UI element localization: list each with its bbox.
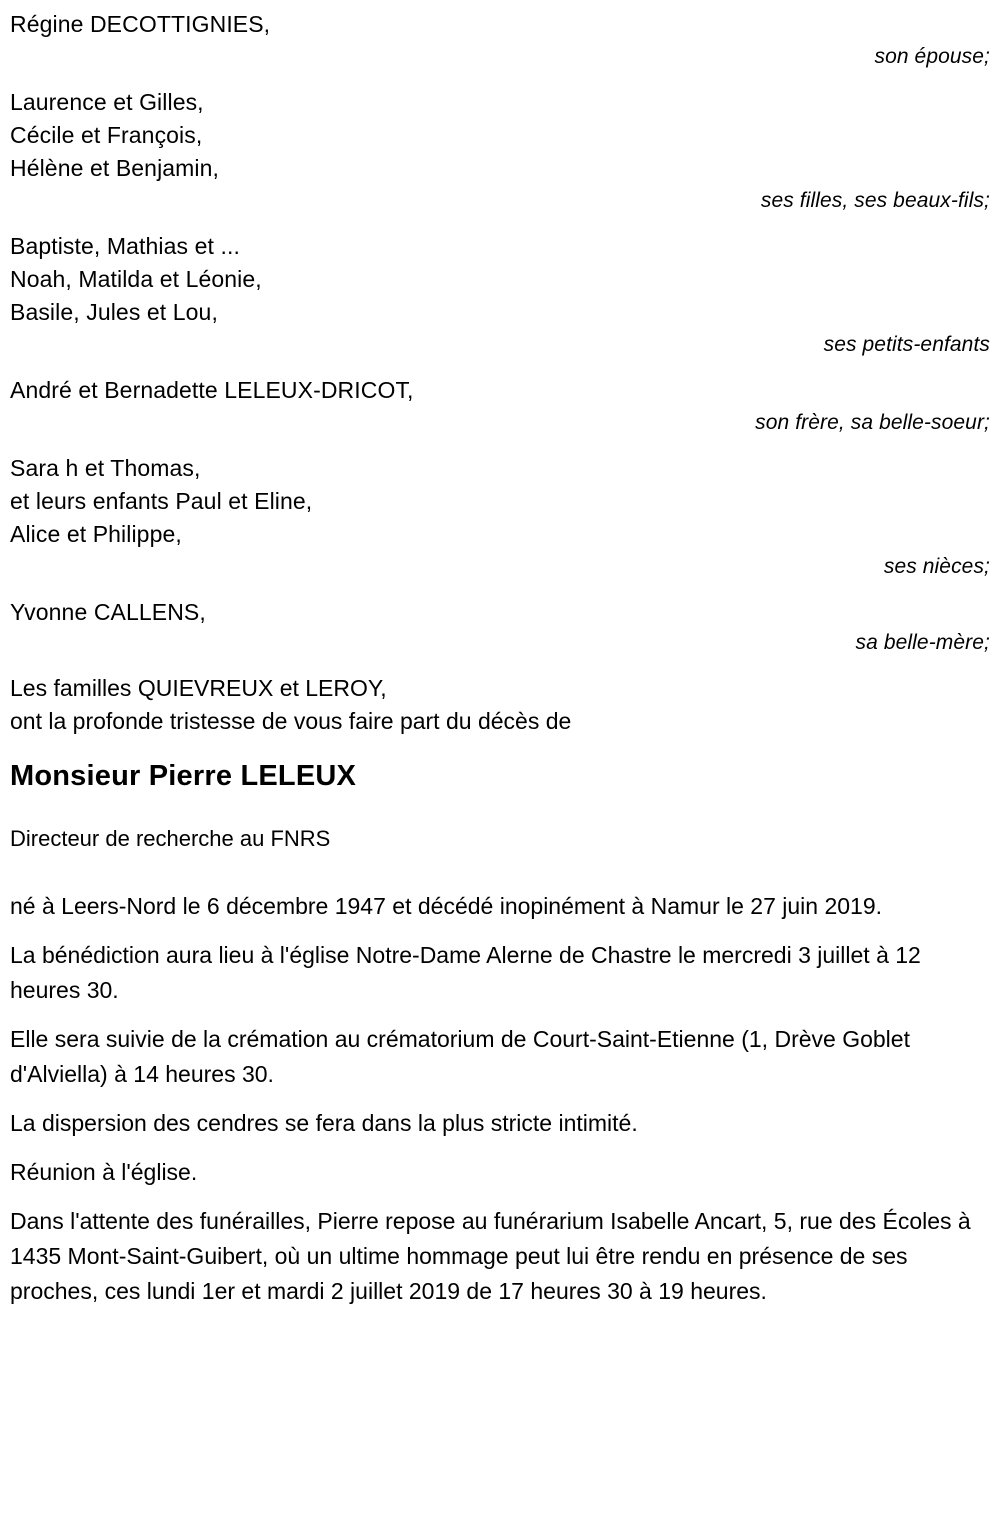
relation-label: sa belle-mère;	[855, 631, 990, 654]
family-names	[10, 452, 990, 551]
family-group-grandchildren	[10, 230, 990, 360]
birth-death-paragraph: né à Leers-Nord le 6 décembre 1947 et décédé inopinément à Namur le 27 juin 2019.	[10, 893, 883, 919]
name-line: Noah, Matilda et Léonie,	[10, 266, 262, 292]
relation-label: son épouse;	[874, 45, 990, 68]
name-line: Hélène et Benjamin,	[10, 155, 220, 181]
name-line: Régine DECOTTIGNIES,	[10, 11, 271, 37]
family-group-daughters	[10, 86, 990, 216]
family-names	[10, 86, 990, 185]
cremation-paragraph: Elle sera suivie de la crémation au crématorium de Court-Saint-Etienne (1, Drève Goblet d'Alviella) à 14 heures 30.	[10, 1026, 910, 1087]
announcement-line: ont la profonde tristesse de vous faire part du décès de	[10, 708, 572, 734]
family-names	[10, 230, 990, 329]
deceased-title: Directeur de recherche au FNRS	[10, 826, 331, 851]
name-line: Baptiste, Mathias et ...	[10, 233, 240, 259]
relation-label: ses filles, ses beaux-fils;	[760, 189, 990, 212]
relation-label: son frère, sa belle-soeur;	[755, 411, 990, 434]
family-group-brother	[10, 374, 990, 438]
family-group-nieces	[10, 452, 990, 582]
families-line: Les familles QUIEVREUX et LEROY,	[10, 675, 387, 701]
family-names	[10, 8, 990, 41]
name-line: Sara h et Thomas,	[10, 455, 201, 481]
relation-label: ses nièces;	[883, 555, 990, 578]
name-line: et leurs enfants Paul et Eline,	[10, 488, 313, 514]
name-line: Basile, Jules et Lou,	[10, 299, 218, 325]
name-line: Laurence et Gilles,	[10, 89, 204, 115]
ashes-paragraph: La dispersion des cendres se fera dans la plus stricte intimité.	[10, 1110, 638, 1136]
name-line: Yvonne CALLENS,	[10, 599, 206, 625]
family-names	[10, 596, 990, 629]
relation-label: ses petits-enfants	[823, 333, 990, 356]
reunion-paragraph: Réunion à l'église.	[10, 1159, 198, 1185]
family-names	[10, 374, 990, 407]
announcement-block	[10, 672, 990, 738]
family-group-mother-in-law	[10, 596, 990, 658]
family-group-spouse	[10, 8, 990, 72]
name-line: Alice et Philippe,	[10, 521, 182, 547]
funerarium-paragraph: Dans l'attente des funérailles, Pierre repose au funérarium Isabelle Ancart, 5, rue des Écoles à 1435 Mont-Saint-Guibert, où un ultime hommage peut lui être rendu en présence de ses proches, ces lundi 1er et mardi 2 juillet 2019 de 17 heures 30 à 19 heures.	[10, 1208, 971, 1304]
deceased-name: Monsieur Pierre LELEUX	[10, 760, 357, 792]
benediction-paragraph: La bénédiction aura lieu à l'église Notre-Dame Alerne de Chastre le mercredi 3 juillet à 12 heures 30.	[10, 942, 921, 1003]
name-line: Cécile et François,	[10, 122, 203, 148]
name-line: André et Bernadette LELEUX-DRICOT,	[10, 377, 414, 403]
